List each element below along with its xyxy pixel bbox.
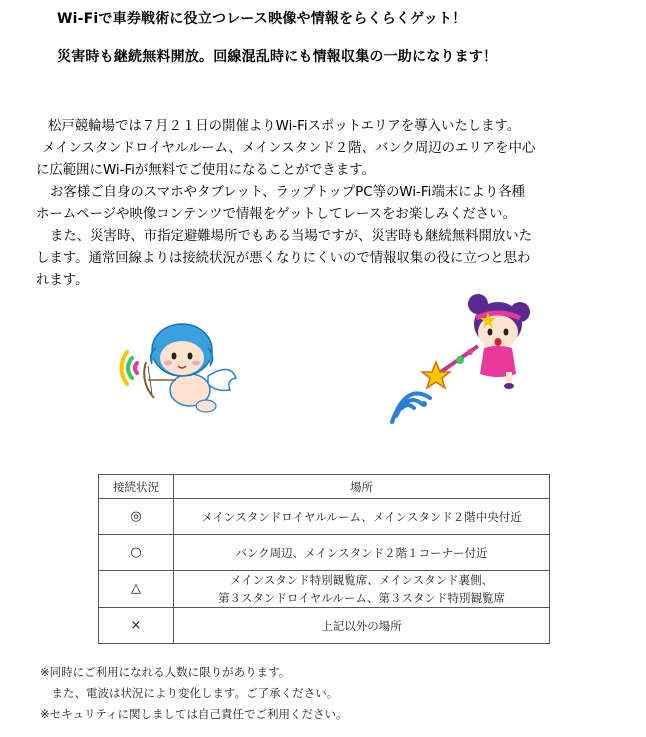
intro-text (36, 116, 616, 292)
header-status: 接続状況 (99, 475, 174, 499)
status-cell: △ (99, 571, 174, 608)
intro-line: に広範囲にWi-Fiが無料でご使用になることができます。 (36, 163, 375, 178)
status-cell: ◎ (99, 499, 174, 535)
wifi-status-table (98, 474, 550, 644)
intro-line: します。通常回線よりは接続状況が悪くなりにくいので情報収集の役に立つと思わ (36, 251, 531, 266)
footnote: また、電波は状況により変化します。ご了承ください。 (40, 686, 339, 700)
footnotes (40, 662, 347, 725)
location-cell: メインスタンドロイヤルルーム、メインスタンド２階中央付近 (174, 499, 550, 535)
footnote: ※セキュリティに関しましては自己責任でご利用ください。 (40, 707, 348, 721)
intro-line: れます。 (36, 273, 89, 288)
table-header-row (99, 475, 550, 499)
star-icon (422, 362, 450, 388)
table-row (99, 499, 550, 535)
intro-line: メインスタンドロイヤルルーム、メインスタンド２階、バンク周辺のエリアを中心 (42, 141, 536, 156)
wifi-signal-icon (392, 393, 430, 422)
table-row (99, 608, 550, 644)
fairy-mascot-illustration (384, 290, 534, 440)
location-cell: 上記以外の場所 (174, 608, 550, 644)
location-line: 第３スタンドロイヤルルーム、第３スタンド特別観覧席 (217, 591, 506, 605)
table-row (99, 571, 550, 608)
table-row (99, 535, 550, 571)
intro-line: 松戸競輪場では７月２１日の開催よりWi-Fiスポットエリアを導入いたします。 (48, 119, 521, 134)
headline-wifi: Wi-Fiで車券戦術に役立つレース映像や情報をらくらくゲット！ (57, 11, 467, 27)
footnote: ※同時にご利用になれる人数に限りがあります。 (40, 665, 291, 679)
status-cell: ○ (99, 535, 174, 571)
location-line: メインスタンド特別観覧席、メインスタンド裏側、 (229, 573, 494, 587)
cupid-mascot-illustration (118, 318, 244, 418)
intro-line: ホームページや映像コンテンツで情報をゲットしてレースをお楽しみください。 (36, 207, 516, 222)
header-location: 場所 (174, 475, 550, 499)
intro-line: お客様ご自身のスマホやタブレット、ラップトップPC等のWi-Fi端末により各種 (50, 185, 526, 200)
location-cell (174, 571, 550, 608)
status-cell: × (99, 608, 174, 644)
location-cell: バンク周辺、メインスタンド２階１コーナー付近 (174, 535, 550, 571)
rainbow-wifi-icon (122, 352, 138, 384)
intro-line: また、災害時、市指定避難場所でもある当場ですが、災害時も継続無料開放いた (50, 229, 533, 244)
headline-disaster: 災害時も継続無料開放。回線混乱時にも情報収集の一助になります！ (57, 49, 498, 65)
